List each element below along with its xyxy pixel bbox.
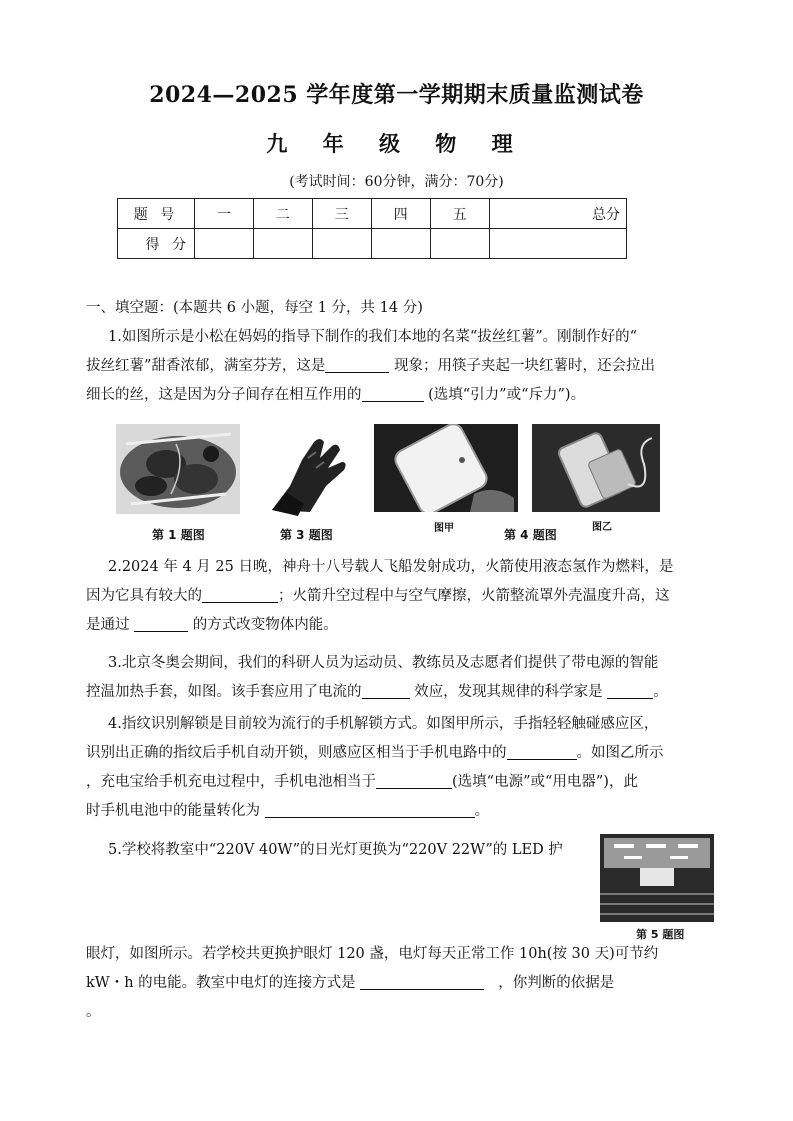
figure-1-sweet-potato-image xyxy=(116,424,240,514)
q3-answer-blank-2[interactable] xyxy=(607,682,653,699)
q3-text: 效应，发现其规律的科学家是 xyxy=(409,684,608,700)
exam-subtitle: 九 年 级 物 理 xyxy=(266,131,527,156)
q4-answer-blank-3[interactable] xyxy=(265,801,475,818)
row-label-question-number: 题 号 xyxy=(118,199,195,229)
q2-line-3 xyxy=(86,611,720,640)
q2-text: 因为它具有较大的 xyxy=(86,588,202,604)
figure-5-caption: 第 5 题图 xyxy=(636,928,685,941)
question-1 xyxy=(86,323,720,410)
q1-text: 细长的丝，这是因为分子间存在相互作用的 xyxy=(86,387,362,403)
figure-5-classroom-image xyxy=(600,834,714,922)
q4-text: ，充电宝给手机充电过程中，手机电池相当于 xyxy=(86,774,376,790)
exam-title: 2024—2025 学年度第一学期期末质量监测试卷 xyxy=(149,82,644,108)
q3-line-2 xyxy=(86,678,720,707)
q4-text: 时手机电池中的能量转化为 xyxy=(86,803,265,819)
figure-4b-powerbank-image xyxy=(532,424,660,512)
score-table xyxy=(117,198,627,259)
q3-line-1: 3.北京冬奥会期间，我们的科研人员为运动员、教练员及志愿者们提供了带电源的智能 xyxy=(108,655,659,671)
q1-line-1: 1.如图所示是小松在妈妈的指导下制作的我们本地的名菜“拔丝红薯”。刚制作好的“ xyxy=(108,329,638,345)
q4-answer-blank-2[interactable] xyxy=(376,772,452,789)
figure-4b-caption: 图乙 xyxy=(592,522,612,533)
score-cell xyxy=(195,229,254,259)
q4-answer-blank-1[interactable] xyxy=(507,743,577,760)
q2-text: 的方式改变物体内能。 xyxy=(188,617,338,633)
q2-text: ；火箭升空过程中与空气摩擦，火箭整流罩外壳温度升高，这 xyxy=(278,588,670,604)
col-header: 五 xyxy=(430,199,489,229)
q3-text: 。 xyxy=(653,684,668,700)
q5-line-2: 眼灯，如图所示。若学校共更换护眼灯 120 盏，电灯每天正常工作 10h(按 30 天)可节约 xyxy=(86,946,659,962)
q1-answer-blank-2[interactable] xyxy=(362,385,424,402)
question-5-line-1 xyxy=(86,836,586,865)
col-header: 四 xyxy=(371,199,430,229)
q3-answer-blank-1[interactable] xyxy=(362,682,410,699)
figure-4a-phone-image xyxy=(374,424,518,512)
col-header: 总分 xyxy=(489,199,626,229)
figure-3-glove-image xyxy=(262,428,352,518)
q5-line-4: 。 xyxy=(86,1004,101,1020)
score-cell xyxy=(253,229,312,259)
q3-text: 控温加热手套，如图。该手套应用了电流的 xyxy=(86,684,362,700)
q5-line-3 xyxy=(86,969,720,998)
row-label-score: 得 分 xyxy=(118,229,195,259)
score-table-header-row xyxy=(118,199,627,229)
col-header: 二 xyxy=(253,199,312,229)
col-header: 三 xyxy=(312,199,371,229)
q2-answer-blank-1[interactable] xyxy=(202,586,278,603)
q2-line-1: 2.2024 年 4 月 25 日晚，神舟十八号载人飞船发射成功，火箭使用液态氢作为燃料，是 xyxy=(108,559,674,575)
q4-line-4 xyxy=(86,797,720,826)
col-header: 一 xyxy=(195,199,254,229)
score-cell xyxy=(430,229,489,259)
q4-line-2 xyxy=(86,739,720,768)
q1-line-3 xyxy=(86,381,720,410)
figure-1-caption: 第 1 题图 xyxy=(152,528,205,542)
q1-text: (选填“引力”或“斥力”)。 xyxy=(423,387,586,403)
score-cell xyxy=(371,229,430,259)
q5-text: ，你判断的依据是 xyxy=(498,975,615,991)
q2-text: 是通过 xyxy=(86,617,135,633)
question-5-rest xyxy=(86,940,720,1027)
question-2 xyxy=(86,553,720,640)
section-title: 一、填空题：(本题共 6 小题，每空 1 分，共 14 分) xyxy=(86,300,423,316)
score-cell xyxy=(312,229,371,259)
q4-text: 识别出正确的指纹后手机自动开锁，则感应区相当于手机电路中的 xyxy=(86,745,507,761)
score-table-score-row xyxy=(118,229,627,259)
figure-row xyxy=(0,424,793,544)
question-3 xyxy=(86,649,720,707)
q2-answer-blank-2[interactable] xyxy=(134,615,188,632)
score-cell xyxy=(489,229,626,259)
q2-line-2 xyxy=(86,582,720,611)
exam-info: (考试时间：60分钟，满分：70分) xyxy=(289,174,504,190)
figure-4-caption: 第 4 题图 xyxy=(504,528,557,542)
figure-4a-caption: 图甲 xyxy=(434,523,454,534)
q5-answer-blank-1[interactable] xyxy=(360,973,484,990)
question-4 xyxy=(86,710,720,826)
q4-text: 。如图乙所示 xyxy=(576,745,664,761)
q4-line-1: 4.指纹识别解锁是目前较为流行的手机解锁方式。如图甲所示，手指轻轻触碰感应区， xyxy=(108,716,659,732)
q1-text: 拔丝红薯”甜香浓郁，满室芬芳，这是 xyxy=(86,358,326,374)
q5-text: kW・h 的电能。教室中电灯的连接方式是 xyxy=(86,975,361,991)
figure-3-caption: 第 3 题图 xyxy=(280,528,333,542)
q4-text: 。 xyxy=(474,803,490,819)
q1-text: 现象；用筷子夹起一块红薯时，还会拉出 xyxy=(389,358,656,374)
q4-line-3 xyxy=(86,768,720,797)
q1-line-2 xyxy=(86,352,720,381)
q1-answer-blank-1[interactable] xyxy=(325,356,389,373)
q4-text: (选填“电源”或“用电器”)，此 xyxy=(452,774,638,790)
q5-line-1: 5.学校将教室中“220V 40W”的日光灯更换为“220V 22W”的 LED 护 xyxy=(108,842,563,858)
